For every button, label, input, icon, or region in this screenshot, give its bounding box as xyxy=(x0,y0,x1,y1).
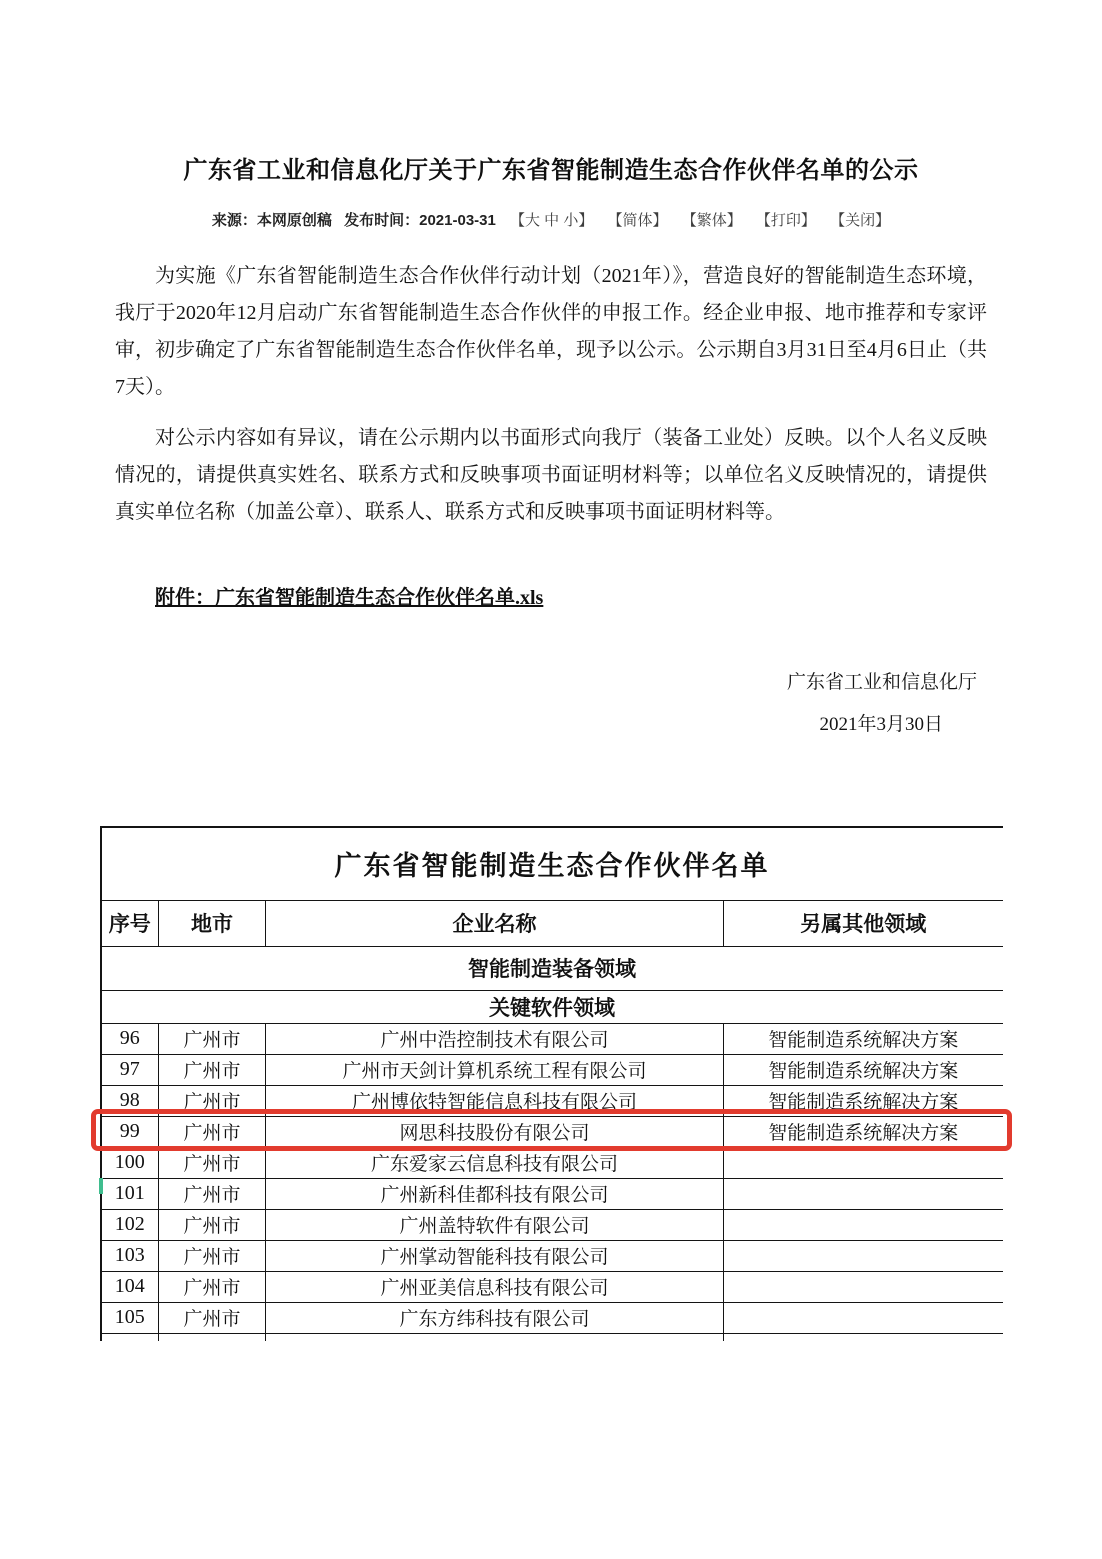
close-link[interactable]: 【关闭】 xyxy=(830,212,891,229)
cell-field: 智能制造系统解决方案 xyxy=(724,1023,1003,1054)
table-row xyxy=(101,1271,1003,1302)
meta-bar xyxy=(0,209,1102,230)
cell-no: 99 xyxy=(101,1116,159,1147)
table-row xyxy=(101,1085,1003,1116)
cell-field xyxy=(724,1240,1003,1271)
page-title: 广东省工业和信息化厅关于广东省智能制造生态合作伙伴名单的公示 xyxy=(183,157,919,184)
cell-city: 广州市 xyxy=(159,1178,266,1209)
attachment-line xyxy=(115,581,987,610)
cell-city: 广州市 xyxy=(159,1085,266,1116)
print-link[interactable]: 【打印】 xyxy=(755,212,816,229)
cell-partial-field xyxy=(724,1333,1003,1341)
cell-no: 98 xyxy=(101,1085,159,1116)
font-size-switch-link[interactable]: 【大 中 小】 xyxy=(510,212,594,229)
header-field: 另属其他领域 xyxy=(724,900,1003,946)
cell-no: 101 xyxy=(101,1178,159,1209)
cell-field: 智能制造系统解决方案 xyxy=(724,1116,1003,1147)
cell-city: 广州市 xyxy=(159,1271,266,1302)
section-row-software xyxy=(101,990,1003,1023)
cell-partial-company xyxy=(266,1333,724,1341)
partners-table xyxy=(100,826,1003,1341)
cell-company: 广州市天剑计算机系统工程有限公司 xyxy=(266,1054,724,1085)
source-value: 本网原创稿 xyxy=(256,212,332,229)
cell-no: 102 xyxy=(101,1209,159,1240)
table-row xyxy=(101,1240,1003,1271)
table-row-highlighted xyxy=(101,1116,1003,1147)
cell-company: 广州掌动智能科技有限公司 xyxy=(266,1240,724,1271)
header-no: 序号 xyxy=(101,900,159,946)
cell-company: 网思科技股份有限公司 xyxy=(266,1116,724,1147)
table-row xyxy=(101,1023,1003,1054)
traditional-link[interactable]: 【繁体】 xyxy=(681,212,742,229)
cell-field xyxy=(724,1271,1003,1302)
table-row xyxy=(101,1209,1003,1240)
cell-partial-no xyxy=(101,1333,159,1341)
partners-table-wrap xyxy=(100,826,1003,1341)
table-row xyxy=(101,1054,1003,1085)
cell-company: 广州新科佳都科技有限公司 xyxy=(266,1178,724,1209)
cell-field: 智能制造系统解决方案 xyxy=(724,1054,1003,1085)
cell-city: 广州市 xyxy=(159,1116,266,1147)
cell-city: 广州市 xyxy=(159,1302,266,1333)
cell-city: 广州市 xyxy=(159,1054,266,1085)
table-row xyxy=(101,1178,1003,1209)
source-label: 来源： xyxy=(211,212,257,229)
cell-partial-city xyxy=(159,1333,266,1341)
cell-no: 100 xyxy=(101,1147,159,1178)
cell-field xyxy=(724,1178,1003,1209)
table-title-row xyxy=(101,827,1003,900)
cell-no: 97 xyxy=(101,1054,159,1085)
table-title: 广东省智能制造生态合作伙伴名单 xyxy=(101,827,1003,900)
paragraph-1: 为实施《广东省智能制造生态合作伙伴行动计划（2021年）》，营造良好的智能制造生态环境，我厅于2020年12月启动广东省智能制造生态合作伙伴的申报工作。经企业申报、地市推荐和专家评审，初步确定了广东省智能制造生态合作伙伴名单，现予以公示。公示期自3月31日至4月6日止（共7天）。 xyxy=(115,265,987,398)
table-clip xyxy=(100,826,1003,1341)
signature-org: 广东省工业和信息化厅 xyxy=(786,672,977,693)
cell-no: 103 xyxy=(101,1240,159,1271)
cell-no: 96 xyxy=(101,1023,159,1054)
cell-company: 广州盖特软件有限公司 xyxy=(266,1209,724,1240)
signature-date: 2021年3月30日 xyxy=(819,714,943,735)
cell-company: 广州博依特智能信息科技有限公司 xyxy=(266,1085,724,1116)
table-row xyxy=(101,1302,1003,1333)
body-copy xyxy=(115,258,987,531)
table-row-partial xyxy=(101,1333,1003,1341)
publish-date: 2021-03-31 xyxy=(419,212,496,229)
header-company: 企业名称 xyxy=(266,900,724,946)
section-label-equipment: 智能制造装备领域 xyxy=(101,946,1003,990)
cell-no: 104 xyxy=(101,1271,159,1302)
cell-field: 智能制造系统解决方案 xyxy=(724,1085,1003,1116)
cell-field xyxy=(724,1209,1003,1240)
cell-company: 广东方纬科技有限公司 xyxy=(266,1302,724,1333)
publish-label: 发布时间： xyxy=(344,212,420,229)
table-row xyxy=(101,1147,1003,1178)
header-city: 地市 xyxy=(159,900,266,946)
cell-company: 广州中浩控制技术有限公司 xyxy=(266,1023,724,1054)
cell-city: 广州市 xyxy=(159,1023,266,1054)
cell-field xyxy=(724,1302,1003,1333)
attachment-link[interactable]: 附件：广东省智能制造生态合作伙伴名单.xls xyxy=(155,587,544,609)
cell-no: 105 xyxy=(101,1302,159,1333)
table-header-row xyxy=(101,900,1003,946)
section-row-equipment xyxy=(101,946,1003,990)
cell-city: 广州市 xyxy=(159,1240,266,1271)
cell-company: 广州亚美信息科技有限公司 xyxy=(266,1271,724,1302)
cell-company: 广东爱家云信息科技有限公司 xyxy=(266,1147,724,1178)
paragraph-2: 对公示内容如有异议，请在公示期内以书面形式向我厅（装备工业处）反映。以个人名义反映情况的，请提供真实姓名、联系方式和反映事项书面证明材料等；以单位名义反映情况的，请提供真实单位名称（加盖公章）、联系人、联系方式和反映事项书面证明材料等。 xyxy=(115,427,987,523)
simplified-link[interactable]: 【简体】 xyxy=(607,212,668,229)
cell-city: 广州市 xyxy=(159,1209,266,1240)
signature-block xyxy=(115,662,987,746)
cell-city: 广州市 xyxy=(159,1147,266,1178)
cell-field xyxy=(724,1147,1003,1178)
section-label-software: 关键软件领域 xyxy=(101,990,1003,1023)
